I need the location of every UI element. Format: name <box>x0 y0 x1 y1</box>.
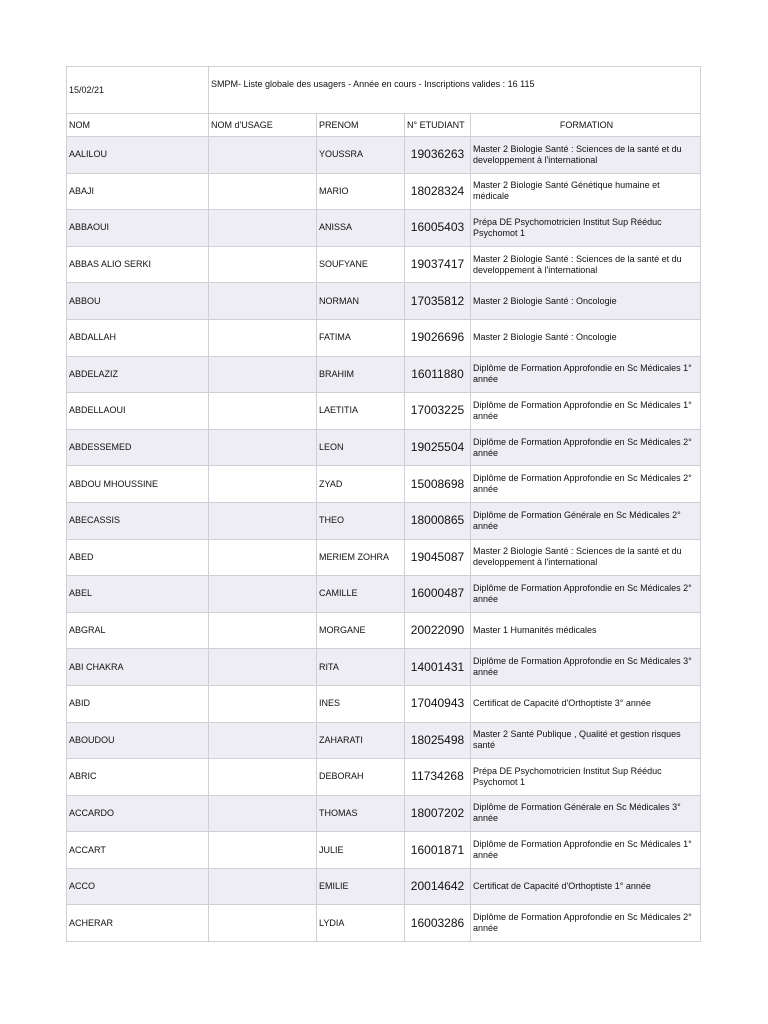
cell-etudiant: 16000487 <box>405 576 471 613</box>
cell-formation: Master 2 Biologie Santé : Sciences de la santé et du developpement à l'international <box>471 246 701 283</box>
cell-formation: Diplôme de Formation Approfondie en Sc Médicales 1° année <box>471 832 701 869</box>
table-row <box>67 685 701 722</box>
cell-prenom: MERIEM ZOHRA <box>317 539 405 576</box>
cell-nom-usage <box>209 868 317 905</box>
cell-nom: ABED <box>67 539 209 576</box>
document-sheet <box>66 66 700 942</box>
cell-formation: Master 1 Humanités médicales <box>471 612 701 649</box>
cell-nom: ABDALLAH <box>67 319 209 356</box>
table-row <box>67 649 701 686</box>
cell-etudiant: 11734268 <box>405 759 471 796</box>
cell-etudiant: 17040943 <box>405 685 471 722</box>
cell-nom-usage <box>209 539 317 576</box>
cell-formation: Master 2 Santé Publique , Qualité et gestion risques santé <box>471 722 701 759</box>
table-row <box>67 246 701 283</box>
cell-prenom: ZAHARATI <box>317 722 405 759</box>
cell-nom: ABAJI <box>67 173 209 210</box>
cell-etudiant: 18000865 <box>405 502 471 539</box>
table-row <box>67 319 701 356</box>
table-row <box>67 210 701 247</box>
cell-nom: ACCART <box>67 832 209 869</box>
table-row <box>67 356 701 393</box>
cell-prenom: THEO <box>317 502 405 539</box>
cell-etudiant: 17035812 <box>405 283 471 320</box>
cell-etudiant: 14001431 <box>405 649 471 686</box>
column-header-etudiant: N° ETUDIANT <box>405 114 471 137</box>
cell-nom-usage <box>209 759 317 796</box>
table-row <box>67 832 701 869</box>
column-header-row <box>67 114 701 137</box>
column-header-nom: NOM <box>67 114 209 137</box>
cell-nom-usage <box>209 137 317 174</box>
cell-formation: Certificat de Capacité d'Orthoptiste 1° année <box>471 868 701 905</box>
cell-nom-usage <box>209 795 317 832</box>
table-row <box>67 539 701 576</box>
table-row <box>67 795 701 832</box>
cell-formation: Diplôme de Formation Approfondie en Sc Médicales 2° année <box>471 466 701 503</box>
cell-nom-usage <box>209 356 317 393</box>
cell-prenom: THOMAS <box>317 795 405 832</box>
cell-nom-usage <box>209 685 317 722</box>
cell-formation: Diplôme de Formation Approfondie en Sc Médicales 2° année <box>471 429 701 466</box>
cell-etudiant: 16003286 <box>405 905 471 942</box>
cell-nom: ACCO <box>67 868 209 905</box>
cell-formation: Master 2 Biologie Santé Génétique humaine et médicale <box>471 173 701 210</box>
cell-nom: ABEL <box>67 576 209 613</box>
cell-formation: Master 2 Biologie Santé : Oncologie <box>471 283 701 320</box>
cell-etudiant: 19037417 <box>405 246 471 283</box>
cell-nom: ABECASSIS <box>67 502 209 539</box>
cell-nom-usage <box>209 283 317 320</box>
column-header-nom-usage: NOM d'USAGE <box>209 114 317 137</box>
cell-nom-usage <box>209 173 317 210</box>
table-row <box>67 759 701 796</box>
cell-nom-usage <box>209 429 317 466</box>
cell-formation: Master 2 Biologie Santé : Sciences de la santé et du developpement à l'international <box>471 137 701 174</box>
cell-formation: Master 2 Biologie Santé : Sciences de la santé et du developpement à l'international <box>471 539 701 576</box>
cell-prenom: FATIMA <box>317 319 405 356</box>
cell-formation: Diplôme de Formation Approfondie en Sc Médicales 2° année <box>471 905 701 942</box>
cell-prenom: LEON <box>317 429 405 466</box>
cell-prenom: CAMILLE <box>317 576 405 613</box>
cell-formation: Diplôme de Formation Approfondie en Sc Médicales 1° année <box>471 356 701 393</box>
cell-formation: Master 2 Biologie Santé : Oncologie <box>471 319 701 356</box>
table-row <box>67 393 701 430</box>
cell-nom: AALILOU <box>67 137 209 174</box>
cell-nom: ABDELLAOUI <box>67 393 209 430</box>
cell-prenom: ANISSA <box>317 210 405 247</box>
cell-etudiant: 20014642 <box>405 868 471 905</box>
cell-nom: ABBAOUI <box>67 210 209 247</box>
cell-etudiant: 20022090 <box>405 612 471 649</box>
document-date: 15/02/21 <box>67 67 209 114</box>
cell-etudiant: 15008698 <box>405 466 471 503</box>
cell-prenom: LAETITIA <box>317 393 405 430</box>
cell-prenom: INES <box>317 685 405 722</box>
column-header-prenom: PRENOM <box>317 114 405 137</box>
cell-prenom: RITA <box>317 649 405 686</box>
cell-etudiant: 19026696 <box>405 319 471 356</box>
cell-formation: Diplôme de Formation Générale en Sc Médicales 3° année <box>471 795 701 832</box>
cell-etudiant: 16011880 <box>405 356 471 393</box>
cell-nom-usage <box>209 905 317 942</box>
table-row <box>67 429 701 466</box>
cell-nom: ABDELAZIZ <box>67 356 209 393</box>
cell-nom-usage <box>209 612 317 649</box>
cell-nom: ACCARDO <box>67 795 209 832</box>
cell-nom: ABID <box>67 685 209 722</box>
table-row <box>67 466 701 503</box>
table-row <box>67 612 701 649</box>
document-header-row <box>67 67 701 114</box>
cell-formation: Diplôme de Formation Approfondie en Sc Médicales 3° année <box>471 649 701 686</box>
table-row <box>67 502 701 539</box>
cell-etudiant: 18007202 <box>405 795 471 832</box>
cell-nom-usage <box>209 210 317 247</box>
cell-prenom: DEBORAH <box>317 759 405 796</box>
cell-nom-usage <box>209 246 317 283</box>
column-header-formation: FORMATION <box>471 114 701 137</box>
cell-nom: ABBOU <box>67 283 209 320</box>
cell-etudiant: 18025498 <box>405 722 471 759</box>
cell-etudiant: 16005403 <box>405 210 471 247</box>
cell-nom-usage <box>209 466 317 503</box>
cell-nom-usage <box>209 649 317 686</box>
cell-prenom: NORMAN <box>317 283 405 320</box>
cell-nom: ABRIC <box>67 759 209 796</box>
cell-prenom: ZYAD <box>317 466 405 503</box>
table-row <box>67 576 701 613</box>
cell-nom: ABGRAL <box>67 612 209 649</box>
cell-etudiant: 19045087 <box>405 539 471 576</box>
cell-nom: ABDESSEMED <box>67 429 209 466</box>
cell-prenom: YOUSSRA <box>317 137 405 174</box>
cell-nom: ACHERAR <box>67 905 209 942</box>
cell-nom: ABBAS ALIO SERKI <box>67 246 209 283</box>
cell-formation: Certificat de Capacité d'Orthoptiste 3° année <box>471 685 701 722</box>
table-row <box>67 722 701 759</box>
table-row <box>67 868 701 905</box>
cell-etudiant: 16001871 <box>405 832 471 869</box>
cell-prenom: LYDIA <box>317 905 405 942</box>
cell-nom: ABDOU MHOUSSINE <box>67 466 209 503</box>
table-row <box>67 283 701 320</box>
cell-nom: ABI CHAKRA <box>67 649 209 686</box>
cell-etudiant: 19025504 <box>405 429 471 466</box>
cell-nom-usage <box>209 502 317 539</box>
document-title: SMPM- Liste globale des usagers - Année en cours - Inscriptions valides : 16 115 <box>209 67 701 114</box>
cell-nom-usage <box>209 722 317 759</box>
cell-formation: Diplôme de Formation Approfondie en Sc Médicales 2° année <box>471 576 701 613</box>
cell-etudiant: 18028324 <box>405 173 471 210</box>
cell-prenom: JULIE <box>317 832 405 869</box>
table-row <box>67 173 701 210</box>
cell-prenom: EMILIE <box>317 868 405 905</box>
students-table <box>66 66 701 942</box>
cell-nom: ABOUDOU <box>67 722 209 759</box>
cell-nom-usage <box>209 576 317 613</box>
cell-nom-usage <box>209 393 317 430</box>
cell-formation: Diplôme de Formation Approfondie en Sc Médicales 1° année <box>471 393 701 430</box>
cell-formation: Prépa DE Psychomotricien Institut Sup Rééduc Psychomot 1 <box>471 759 701 796</box>
cell-etudiant: 17003225 <box>405 393 471 430</box>
cell-prenom: MARIO <box>317 173 405 210</box>
table-row <box>67 137 701 174</box>
cell-formation: Diplôme de Formation Générale en Sc Médicales 2° année <box>471 502 701 539</box>
cell-nom-usage <box>209 319 317 356</box>
cell-nom-usage <box>209 832 317 869</box>
cell-prenom: BRAHIM <box>317 356 405 393</box>
cell-prenom: SOUFYANE <box>317 246 405 283</box>
cell-prenom: MORGANE <box>317 612 405 649</box>
table-row <box>67 905 701 942</box>
cell-formation: Prépa DE Psychomotricien Institut Sup Rééduc Psychomot 1 <box>471 210 701 247</box>
cell-etudiant: 19036263 <box>405 137 471 174</box>
